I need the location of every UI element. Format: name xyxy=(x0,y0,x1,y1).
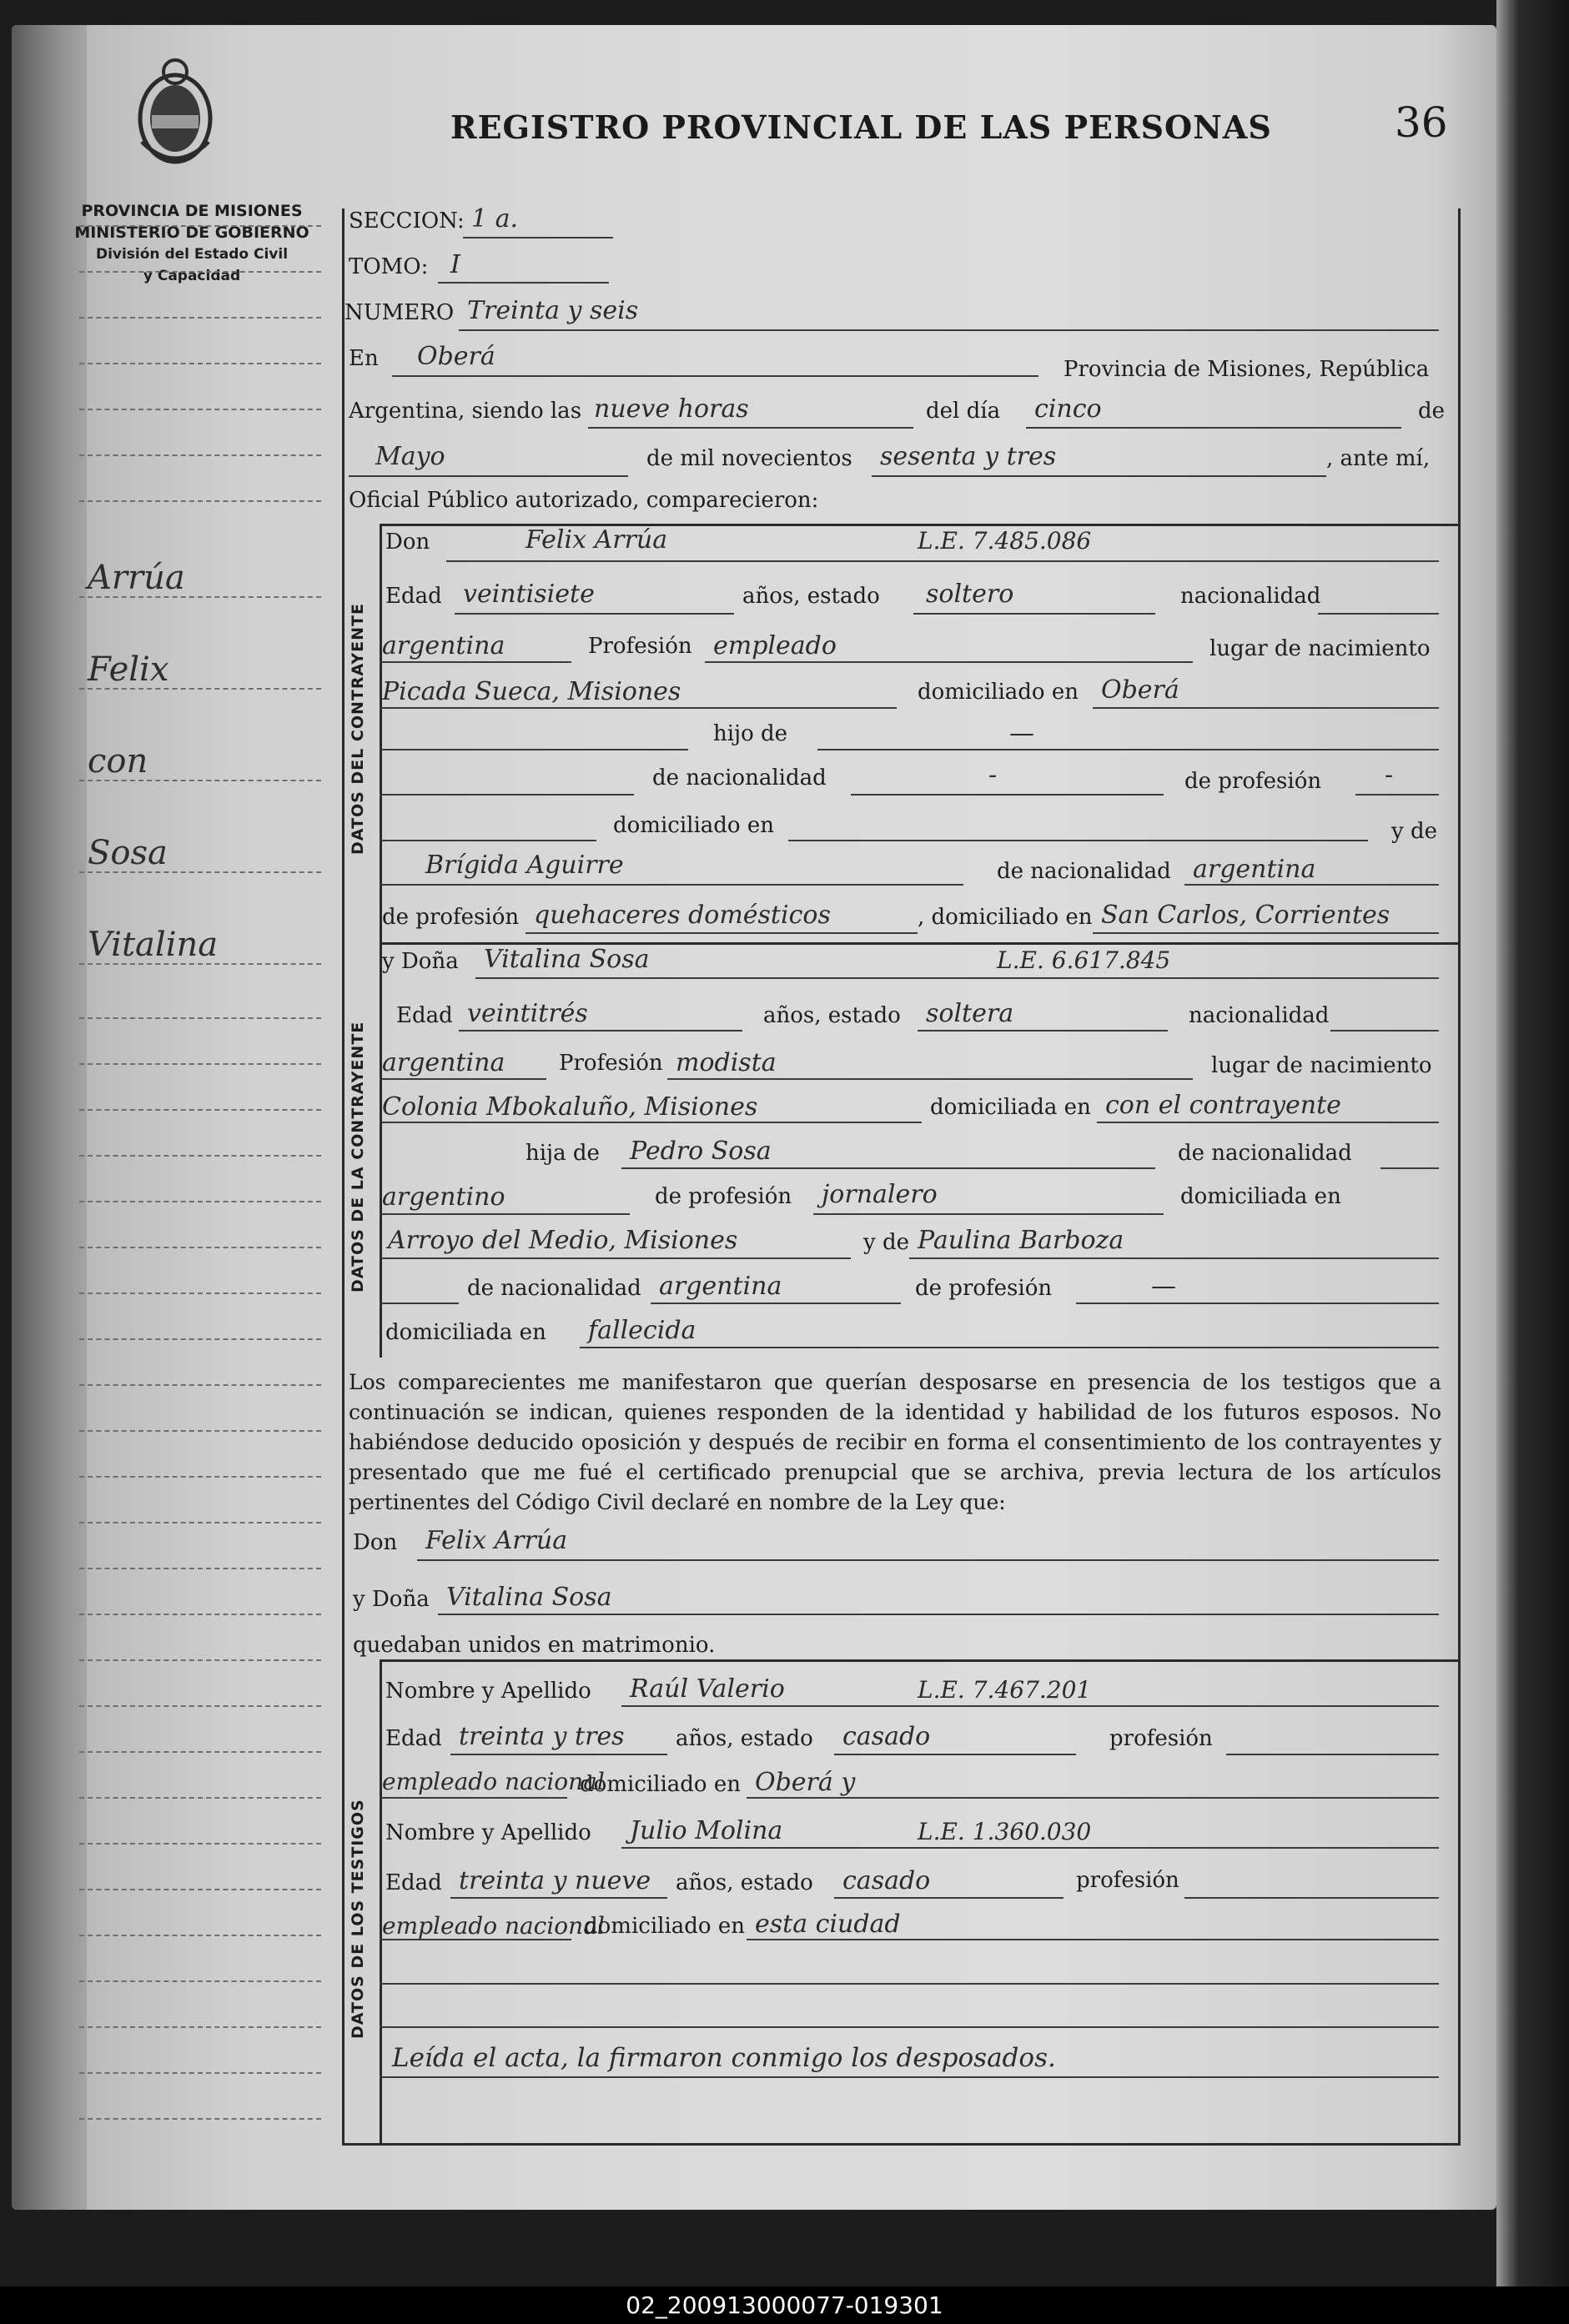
witness1-document: L.E. 7.467.201 xyxy=(918,1676,1092,1704)
margin-rule xyxy=(79,1338,321,1340)
blank-line-2 xyxy=(380,2026,1439,2028)
margin-rule xyxy=(79,1935,321,1936)
domiciliado-label: domiciliado en xyxy=(918,680,1079,705)
margin-rule xyxy=(79,363,321,364)
t2-edad-line xyxy=(450,1897,667,1899)
office-line-1: PROVINCIA DE MISIONES xyxy=(81,202,303,220)
margin-rule xyxy=(79,1384,321,1386)
estado2-label: años, estado xyxy=(763,1003,901,1028)
witness2-age: treinta y nueve xyxy=(459,1866,651,1895)
witness1-status: casado xyxy=(842,1722,931,1751)
padre-dom-line xyxy=(788,840,1368,841)
nacionalidad2-label: nacionalidad xyxy=(1189,1003,1330,1028)
anio-value: sesenta y tres xyxy=(880,442,1057,471)
margin-rule xyxy=(79,1705,321,1707)
t1-prof-line-2 xyxy=(380,1797,567,1799)
t2-estado-line xyxy=(834,1897,1064,1899)
lugar2-label: lugar de nacimiento xyxy=(1211,1053,1432,1078)
contrayente-birthplace: Picada Sueca, Misiones xyxy=(382,677,681,706)
numero-line xyxy=(459,329,1439,331)
t1-edad-label: Edad xyxy=(385,1726,442,1751)
estado-label: años, estado xyxy=(742,584,880,609)
madre2-prof-label: de profesión xyxy=(915,1276,1053,1301)
dia-line xyxy=(1026,427,1401,429)
tomo-label: TOMO: xyxy=(349,254,429,279)
madre-line xyxy=(380,884,963,886)
padre2-nac-blank xyxy=(1380,1167,1439,1169)
margin-rule xyxy=(79,1889,321,1890)
book-spine xyxy=(1496,0,1569,2324)
contrayenta-domicile: con el contrayente xyxy=(1105,1091,1341,1120)
hijo-label: hijo de xyxy=(713,721,788,746)
t2-prof-line-2 xyxy=(380,1939,571,1940)
decl-dona-value: Vitalina Sosa xyxy=(446,1583,612,1612)
padre-prof-label: de profesión xyxy=(1184,769,1322,794)
witness1-domicile: Oberá y xyxy=(755,1768,856,1797)
decl-dona-label: y Doña xyxy=(353,1587,430,1612)
t1-prof-line xyxy=(1226,1754,1439,1755)
t1-edad-line xyxy=(450,1754,667,1755)
contrayente-mother: Brígida Aguirre xyxy=(425,851,624,880)
en-label: En xyxy=(349,346,379,371)
en-line xyxy=(392,375,1038,377)
profesion2-line xyxy=(667,1078,1193,1080)
witness1-profession: empleado nacional xyxy=(382,1768,605,1795)
mes-line xyxy=(349,475,628,477)
padre2-prof-label: de profesión xyxy=(655,1184,792,1209)
edad2-label: Edad xyxy=(396,1003,453,1028)
t2-nombre-label: Nombre y Apellido xyxy=(385,1820,591,1845)
padre-prof-value: - xyxy=(1385,760,1394,790)
nacionalidad-value-line xyxy=(380,661,571,663)
margin-rule xyxy=(79,1109,321,1111)
padre-nac-value: - xyxy=(988,760,998,790)
dona-label: y Doña xyxy=(382,949,459,974)
seccion-label: SECCION: xyxy=(349,208,465,233)
contrayente-age: veintisiete xyxy=(463,580,595,609)
padre-blank-line xyxy=(380,794,634,796)
contrayenta-document: L.E. 6.617.845 xyxy=(997,946,1171,974)
anio-line xyxy=(872,475,1326,477)
margin-name-line: Felix xyxy=(88,650,169,689)
t1-nombre-line xyxy=(621,1705,1439,1707)
madre-nac-label: de nacionalidad xyxy=(997,859,1171,884)
witness1-age: treinta y tres xyxy=(459,1722,625,1751)
domiciliada-line xyxy=(1097,1122,1439,1123)
margin-rule xyxy=(79,1017,321,1019)
margin-rule xyxy=(79,1201,321,1202)
t1-estado-label: años, estado xyxy=(676,1726,813,1751)
margin-name-line: Arrúa xyxy=(88,559,185,597)
witness2-status: casado xyxy=(842,1866,931,1895)
witness2-profession: empleado nacional xyxy=(382,1912,605,1940)
margin-rule xyxy=(79,1063,321,1065)
madre2-dom-line xyxy=(580,1347,1439,1348)
margin-column xyxy=(79,225,321,2143)
margin-rule xyxy=(79,1659,321,1661)
nacionalidad-line xyxy=(1318,613,1439,615)
domiciliada-label: domiciliada en xyxy=(930,1095,1091,1120)
hija-line xyxy=(621,1167,1155,1169)
profesion-line xyxy=(705,661,1193,663)
t1-dom-label: domiciliado en xyxy=(580,1772,741,1797)
contrayenta-birthplace: Colonia Mbokaluño, Misiones xyxy=(382,1092,758,1122)
contrayente-side-label: DATOS DEL CONTRAYENTE xyxy=(349,603,367,855)
contrayenta-name: Vitalina Sosa xyxy=(484,945,650,974)
edad2-line xyxy=(459,1030,742,1031)
declaration-paragraph: Los comparecientes me manifestaron que querían desposarse en presencia de los testigos que a continuación se indican, quienes responden de la identidad y habilidad de los futuros esposos. No habiéndose deducido oposición y después de recibir en forma el consentimiento de los contrayentes y presentado que me fué el certificado prenupcial que se archiva, previa lectura de los artículos pertinentes del Código Civil declaré en nombre de la Ley que: xyxy=(349,1370,1441,1514)
margin-rule xyxy=(79,2026,321,2028)
mil-label: de mil novecientos xyxy=(646,446,852,471)
tomo-line xyxy=(438,282,609,284)
contrayenta-father-profession: jornalero xyxy=(822,1180,938,1209)
lugar-label: lugar de nacimiento xyxy=(1209,636,1431,661)
dia-value: cinco xyxy=(1034,394,1102,424)
contrayenta-nationality: argentina xyxy=(382,1048,505,1077)
margin-rule xyxy=(79,1476,321,1478)
page-number: 36 xyxy=(1395,98,1448,147)
profesion2-label: Profesión xyxy=(559,1051,663,1076)
hora-value: nueve horas xyxy=(594,394,749,424)
dona-line xyxy=(475,977,1439,979)
margin-rule xyxy=(79,1751,321,1753)
numero-value: Treinta y seis xyxy=(467,296,639,325)
margin-rule xyxy=(79,688,321,690)
coat-of-arms-icon xyxy=(125,50,225,175)
contrayenta-mother: Paulina Barboza xyxy=(918,1226,1124,1255)
padre-prof-line xyxy=(1355,794,1439,796)
contrayente-status: soltero xyxy=(926,580,1014,609)
margin-rule xyxy=(79,271,321,273)
madre2-dom-label: domiciliada en xyxy=(385,1320,546,1345)
hora-line xyxy=(588,427,913,429)
margin-rule xyxy=(79,596,321,598)
padre2-prof-line xyxy=(813,1213,1164,1215)
nacionalidad2-line xyxy=(1330,1030,1439,1031)
padre-dom-label: domiciliado en xyxy=(613,813,774,838)
margin-rule xyxy=(79,500,321,502)
witness2-document: L.E. 1.360.030 xyxy=(918,1818,1092,1845)
y-de-label: y de xyxy=(1391,819,1437,844)
hijo-value: — xyxy=(1009,719,1034,748)
estado-line xyxy=(913,613,1155,615)
margin-rule xyxy=(79,871,321,873)
don-line xyxy=(446,560,1439,562)
margin-rule xyxy=(79,409,321,410)
en-value: Oberá xyxy=(417,342,495,371)
argentina-text: Argentina, siendo las xyxy=(349,399,582,424)
contrayenta-status: soltera xyxy=(926,999,1014,1028)
padre2-nac-label: de nacionalidad xyxy=(1178,1141,1352,1166)
provincia-text: Provincia de Misiones, República xyxy=(1064,357,1430,382)
decl-don-label: Don xyxy=(353,1530,398,1555)
contrayenta-side-label: DATOS DE LA CONTRAYENTE xyxy=(349,1021,367,1293)
quedaban-text: quedaban unidos en matrimonio. xyxy=(353,1633,716,1658)
padre-dom-blank-line xyxy=(380,840,596,841)
madre-dom-label: , domiciliado en xyxy=(918,905,1093,930)
decl-dona-line xyxy=(438,1614,1439,1615)
madre-dom-value: San Carlos, Corrientes xyxy=(1101,901,1390,930)
margin-rule xyxy=(79,963,321,965)
y-de2-label: y de xyxy=(863,1230,909,1255)
edad-line xyxy=(455,613,734,615)
t1-dom-line xyxy=(747,1797,1439,1799)
contrayente-domicile: Oberá xyxy=(1101,675,1179,705)
numero-label: NUMERO xyxy=(344,300,455,325)
t1-nombre-label: Nombre y Apellido xyxy=(385,1679,591,1704)
madre2-prof-line xyxy=(1076,1303,1439,1304)
testigos-side-label: DATOS DE LOS TESTIGOS xyxy=(349,1799,367,2039)
margin-name-line: Sosa xyxy=(88,834,168,872)
contrayenta-mother-domicile: fallecida xyxy=(588,1316,696,1345)
margin-name-line: con xyxy=(88,742,148,781)
decl-don-line xyxy=(417,1559,1439,1561)
office-line-3: División del Estado Civil xyxy=(95,246,289,263)
madre2-line xyxy=(909,1257,1439,1259)
domiciliado-line xyxy=(1093,707,1439,709)
contrayente-nationality: argentina xyxy=(382,631,505,660)
contrayente-name: Felix Arrúa xyxy=(526,525,668,555)
contrayenta-father-nationality: argentino xyxy=(382,1182,505,1212)
margin-rule xyxy=(79,1980,321,1982)
hija-label: hija de xyxy=(526,1141,600,1166)
madre-prof-line xyxy=(526,932,918,934)
margin-rule xyxy=(79,780,321,781)
madre2-nac-blank xyxy=(380,1303,459,1304)
padre-nac-line xyxy=(851,794,1164,796)
margin-rule xyxy=(79,2072,321,2074)
profesion-label: Profesión xyxy=(588,634,692,659)
contrayente-profession: empleado xyxy=(713,631,837,660)
lugar2-line xyxy=(380,1122,922,1123)
margin-rule xyxy=(79,1522,321,1523)
nacionalidad2-value-line xyxy=(380,1078,546,1080)
t2-prof-label: profesión xyxy=(1076,1868,1179,1893)
hijo-blank-line xyxy=(380,749,688,750)
margin-rule xyxy=(79,1293,321,1294)
page-title: REGISTRO PROVINCIAL DE LAS PERSONAS xyxy=(450,108,1272,146)
madre-dom-line xyxy=(1093,932,1439,934)
contrayenta-father: Pedro Sosa xyxy=(630,1137,772,1166)
contrayente-document: L.E. 7.485.086 xyxy=(918,527,1092,555)
t2-prof-line xyxy=(1184,1897,1439,1899)
edad-label: Edad xyxy=(385,584,442,609)
madre2-nac-line xyxy=(651,1303,901,1304)
lugar-line xyxy=(380,707,897,709)
margin-name-line: Vitalina xyxy=(88,926,219,964)
contrayenta-father-domicile: Arroyo del Medio, Misiones xyxy=(388,1226,738,1255)
margin-rule xyxy=(79,1247,321,1248)
t1-estado-line xyxy=(834,1754,1076,1755)
hijo-line xyxy=(817,749,1439,750)
witness2-name: Julio Molina xyxy=(630,1816,783,1845)
t2-dom-line xyxy=(747,1939,1439,1940)
contrayenta-age: veintitrés xyxy=(467,999,588,1028)
padre2-nac-line xyxy=(380,1213,630,1215)
margin-rule xyxy=(79,317,321,319)
margin-rule xyxy=(79,1843,321,1845)
seccion-value: 1 a. xyxy=(471,204,519,233)
witness1-name: Raúl Valerio xyxy=(630,1674,785,1704)
t2-estado-label: años, estado xyxy=(676,1870,813,1895)
padre2-dom-line xyxy=(380,1257,851,1259)
madre-prof-value: quehaceres domésticos xyxy=(534,901,831,930)
margin-rule xyxy=(79,1430,321,1432)
t2-dom-label: domiciliado en xyxy=(584,1914,745,1939)
decl-don-value: Felix Arrúa xyxy=(425,1526,568,1555)
margin-rule xyxy=(79,1797,321,1799)
seccion-line xyxy=(463,237,613,238)
contrayenta-mother-profession: — xyxy=(1151,1272,1176,1301)
padre-nac-label: de nacionalidad xyxy=(652,765,827,791)
don-label: Don xyxy=(385,530,430,555)
blank-line-1 xyxy=(380,1983,1439,1985)
madre2-nac-label: de nacionalidad xyxy=(467,1276,641,1301)
image-id-caption: 02_200913000077-019301 xyxy=(626,2291,943,2319)
closing-statement: Leída el acta, la firmaron conmigo los desposados. xyxy=(392,2043,1056,2073)
ante-label: , ante mí, xyxy=(1326,446,1431,471)
de-label: de xyxy=(1418,399,1446,424)
t2-nombre-line xyxy=(621,1847,1439,1849)
contrayenta-profession: modista xyxy=(676,1048,777,1077)
office-line-4: y Capacidad xyxy=(143,268,241,284)
nacionalidad-label: nacionalidad xyxy=(1180,584,1321,609)
madre-nac-line xyxy=(1184,884,1439,886)
margin-rule xyxy=(79,1614,321,1615)
madre-nac-value: argentina xyxy=(1193,855,1316,884)
margin-rule xyxy=(79,1155,321,1157)
office-line-2: MINISTERIO DE GOBIERNO xyxy=(74,223,309,242)
witness2-domicile: esta ciudad xyxy=(755,1910,901,1939)
t1-prof-label: profesión xyxy=(1109,1726,1213,1751)
margin-rule xyxy=(79,225,321,227)
estado2-line xyxy=(918,1030,1168,1031)
t2-edad-label: Edad xyxy=(385,1870,442,1895)
margin-rule xyxy=(79,454,321,456)
margin-rule xyxy=(79,1568,321,1569)
closing-line xyxy=(380,2076,1439,2078)
mes-value: Mayo xyxy=(375,442,445,471)
madre-prof-label: de profesión xyxy=(382,905,520,930)
oficial-text: Oficial Público autorizado, comparecieron: xyxy=(349,488,819,513)
padre2-dom-label: domiciliada en xyxy=(1180,1184,1341,1209)
page-gutter xyxy=(12,25,87,2210)
tomo-value: I xyxy=(450,250,460,279)
del-dia-label: del día xyxy=(926,399,1001,424)
margin-rule xyxy=(79,2118,321,2120)
contrayenta-mother-nationality: argentina xyxy=(659,1272,782,1301)
